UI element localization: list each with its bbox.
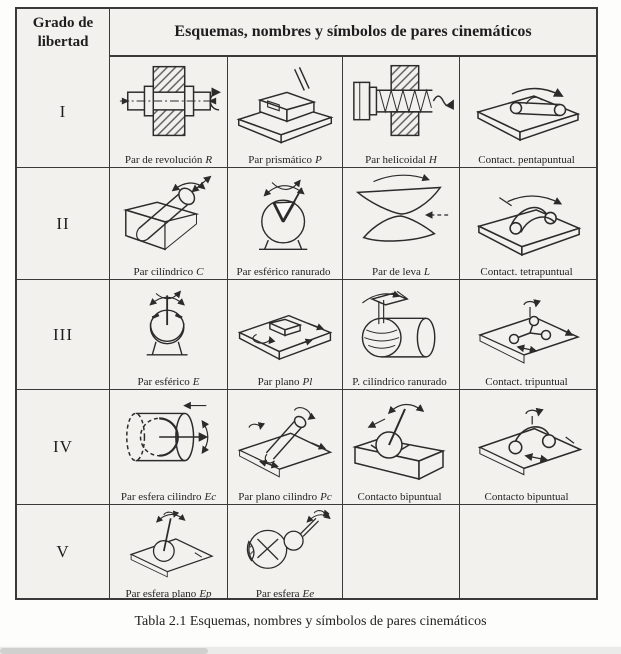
pair-label: Contact. tripuntual <box>485 376 568 388</box>
pair-label: Par prismático P <box>248 154 322 166</box>
pair-label <box>343 585 459 597</box>
degree-cell-I <box>17 57 110 168</box>
cell-sphere-cylinder-pair <box>110 390 228 505</box>
bipoint-contact-plane-diagram <box>469 393 587 483</box>
horizontal-scrollbar[interactable] <box>0 646 621 654</box>
bipoint-contact-groove-diagram <box>345 393 457 483</box>
degree-numeral: V <box>56 541 70 561</box>
degree-numeral: II <box>56 213 70 233</box>
tripoint-contact-diagram <box>469 283 587 369</box>
cell-pentapoint-contact <box>460 57 596 168</box>
cell-sphere-sphere-pair <box>228 505 343 598</box>
table-caption: Tabla 2.1 Esquemas, nombres y símbolos de pares cinemáticos <box>134 614 487 629</box>
pair-label: P. cilíndrico ranurado <box>352 376 447 388</box>
pentapoint-contact-diagram <box>468 60 588 146</box>
cell-slotted-spherical-pair <box>228 168 343 280</box>
cell-cylindrical-pair <box>110 168 228 280</box>
pair-label: Par de revolución R <box>124 154 213 166</box>
pair-label: Par esfera plano Ep <box>125 588 212 598</box>
cell-plane-cylinder-pair <box>228 390 343 505</box>
helical-pair-diagram <box>346 60 456 146</box>
table-title-label: Esquemas, nombres y símbolos de pares cinemáticos <box>174 23 532 40</box>
cell-spherical-pair <box>110 280 228 390</box>
cell-bipoint-contact-plane <box>460 390 596 505</box>
cell-cam-pair <box>343 168 460 280</box>
cell-bipoint-contact-groove <box>343 390 460 505</box>
revolute-pair-diagram <box>114 60 224 146</box>
sphere-plane-pair-diagram <box>117 508 221 582</box>
scrollbar-thumb[interactable] <box>0 648 208 654</box>
pair-label: Contacto bipuntual <box>357 491 442 503</box>
table-title <box>110 9 596 57</box>
cell-tripoint-contact <box>460 280 596 390</box>
cell-helical-pair <box>343 57 460 168</box>
degree-numeral: I <box>59 102 67 121</box>
pair-label: Par esférico E <box>137 376 200 388</box>
prismatic-pair-diagram <box>231 60 339 146</box>
pair-label: Contact. tetrapuntual <box>480 266 573 278</box>
degree-numeral: IV <box>53 437 73 456</box>
degree-cell-IV <box>17 390 110 505</box>
degree-cell-III <box>17 280 110 390</box>
cell-tetrapoint-contact <box>460 168 596 280</box>
cell-slotted-cylindrical-pair <box>343 280 460 390</box>
cylindrical-pair-diagram <box>114 171 224 259</box>
pair-label: Contacto bipuntual <box>484 491 569 503</box>
sphere-cylinder-pair-diagram <box>114 393 224 483</box>
pair-label: Par esfera cilindro Ec <box>120 491 217 503</box>
plane-cylinder-pair-diagram <box>232 393 338 483</box>
cam-pair-diagram <box>346 171 456 259</box>
cell-empty-2 <box>460 505 596 598</box>
cell-empty-1 <box>343 505 460 598</box>
slotted-cylindrical-pair-diagram <box>347 283 455 371</box>
pair-label: Par esfera Ee <box>255 588 315 598</box>
pair-label: Par helicoidal H <box>365 154 437 166</box>
tetrapoint-contact-diagram <box>469 171 587 259</box>
planar-pair-diagram <box>232 283 338 369</box>
sphere-sphere-pair-diagram <box>232 508 338 582</box>
pair-label: Contact. pentapuntual <box>478 154 575 166</box>
spherical-pair-diagram <box>117 283 221 369</box>
pair-label: Par plano Pl <box>257 376 313 388</box>
cell-revolute-pair <box>110 57 228 168</box>
degree-cell-II <box>17 168 110 280</box>
pair-label: Par cilíndrico C <box>133 266 204 278</box>
pair-label <box>460 585 596 597</box>
slotted-spherical-pair-diagram <box>233 171 337 259</box>
pair-label: Par de leva L <box>372 266 430 278</box>
cell-sphere-plane-pair <box>110 505 228 598</box>
pair-label: Par esférico ranurado <box>236 266 331 278</box>
pair-label: Par plano cilindro Pc <box>238 491 332 503</box>
kinematic-pairs-table <box>15 7 598 600</box>
degree-numeral: III <box>53 324 73 344</box>
cell-prismatic-pair <box>228 57 343 168</box>
degree-header-label: Grado de libertad <box>32 15 94 50</box>
degree-of-freedom-header <box>17 9 110 57</box>
cell-planar-pair <box>228 280 343 390</box>
degree-cell-V <box>17 505 110 598</box>
